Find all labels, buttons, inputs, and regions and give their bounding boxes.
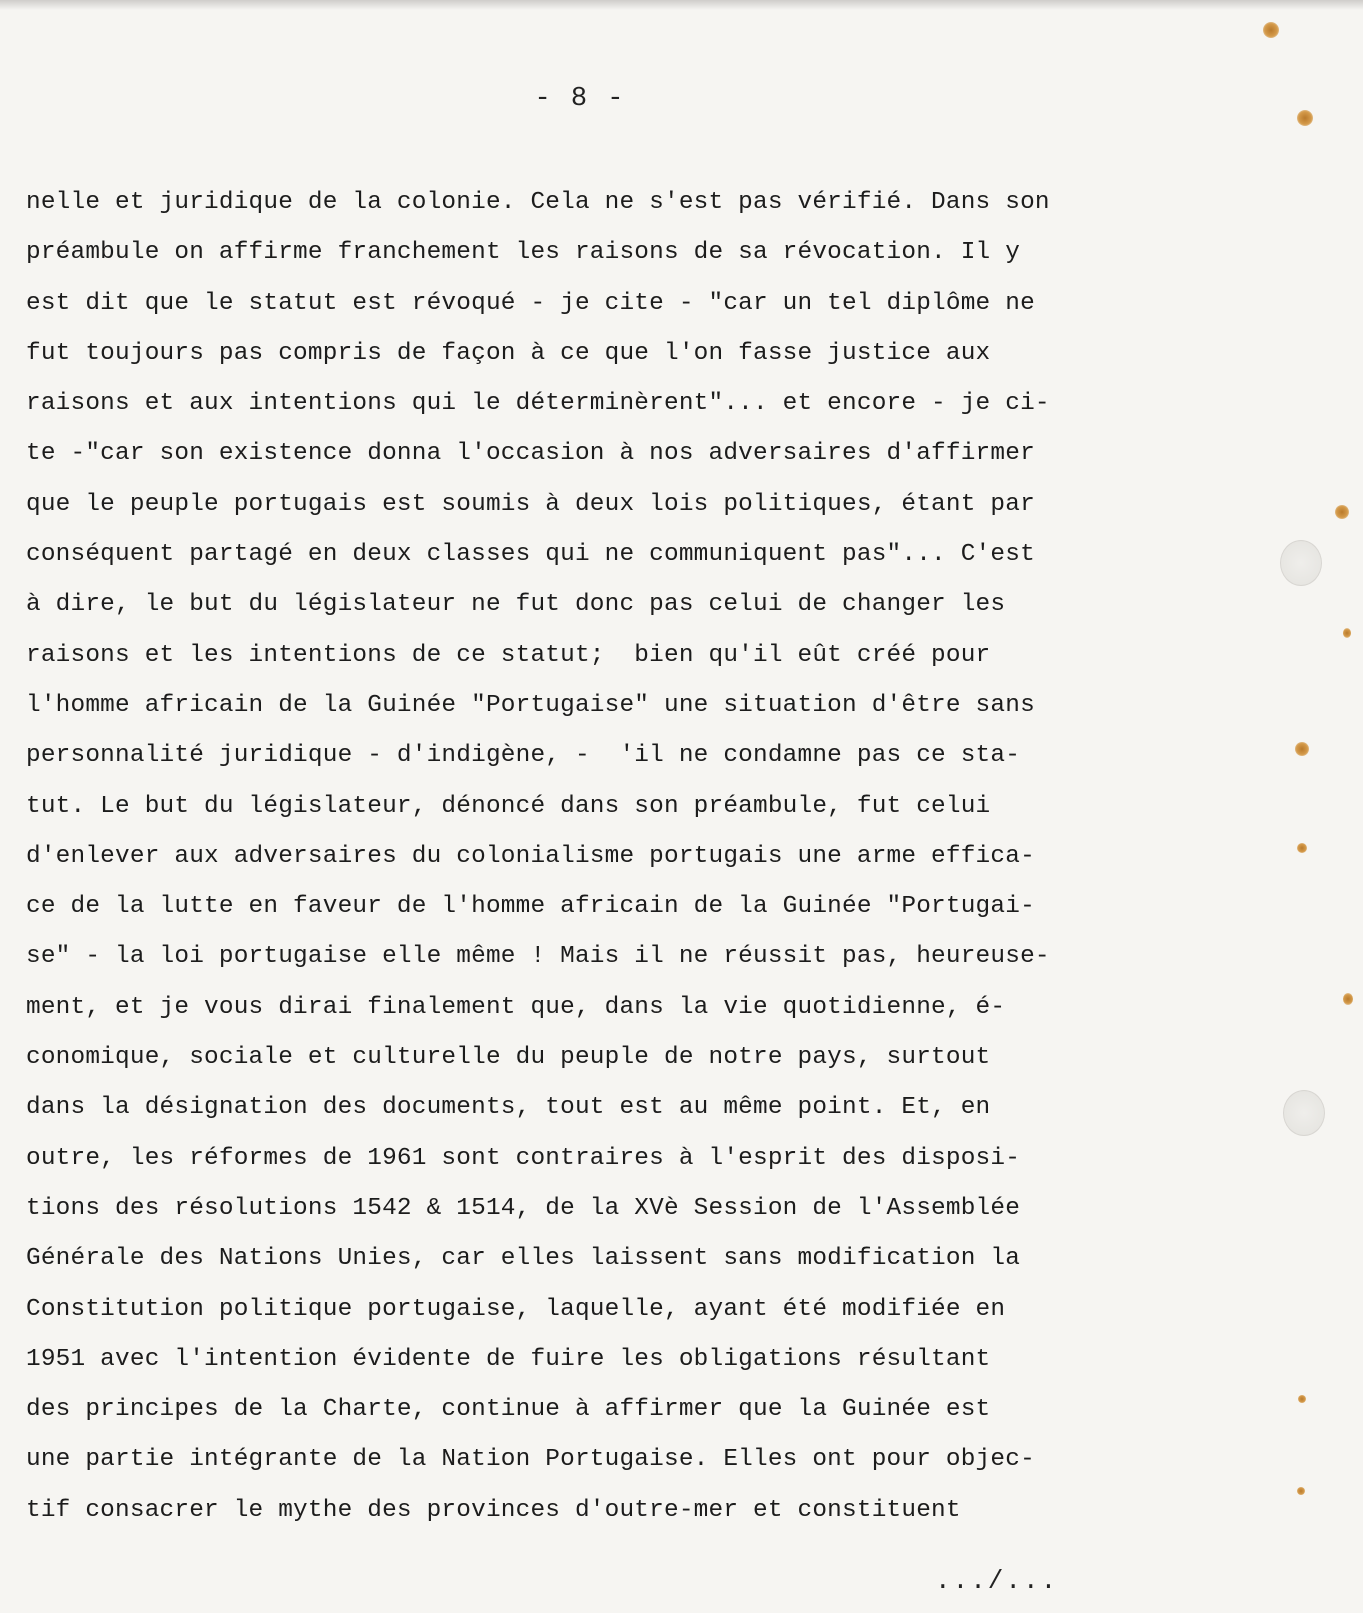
rust-spot [1298,1395,1306,1403]
text-line: Générale des Nations Unies, car elles laissent sans modification la [26,1245,1021,1273]
page-number: - 8 - [534,84,626,114]
text-line: personnalité juridique - d'indigène, - 'il ne condamne pas ce sta- [26,742,1021,770]
rust-spot [1335,505,1349,519]
punch-hole [1280,540,1322,586]
text-line: conomique, sociale et culturelle du peuple de notre pays, surtout [26,1044,991,1072]
text-line: se" - la loi portugaise elle même ! Mais il ne réussit pas, heureuse- [26,943,1050,971]
text-line: ce de la lutte en faveur de l'homme africain de la Guinée "Portugai- [26,893,1035,921]
text-line: te -"car son existence donna l'occasion à nos adversaires d'affirmer [26,440,1035,468]
text-line: raisons et aux intentions qui le déterminèrent"... et encore - je ci- [26,390,1050,418]
text-line: des principes de la Charte, continue à affirmer que la Guinée est [26,1396,991,1424]
text-line: une partie intégrante de la Nation Portugaise. Elles ont pour objec- [26,1446,1035,1474]
text-line: à dire, le but du législateur ne fut donc pas celui de changer les [26,591,1006,619]
text-line: nelle et juridique de la colonie. Cela ne s'est pas vérifié. Dans son [26,189,1050,216]
text-line: ment, et je vous dirai finalement que, dans la vie quotidienne, é- [26,993,1006,1021]
text-line: que le peuple portugais est soumis à deux lois politiques, étant par [26,490,1035,518]
text-line: fut toujours pas compris de façon à ce que l'on fasse justice aux [26,339,991,367]
text-line: outre, les réformes de 1961 sont contraires à l'esprit des disposi- [26,1144,1021,1172]
text-line: tif consacrer le mythe des provinces d'outre-mer et constituent [26,1496,961,1524]
text-line: tut. Le but du législateur, dénoncé dans son préambule, fut celui [26,792,991,820]
text-line: conséquent partagé en deux classes qui ne communiquent pas"... C'est [26,541,1035,569]
body-text [26,178,1276,1536]
text-line: 1951 avec l'intention évidente de fuire les obligations résultant [26,1345,991,1373]
text-line: tions des résolutions 1542 & 1514, de la XVè Session de l'Assemblée [26,1194,1021,1222]
text-line: l'homme africain de la Guinée "Portugaise" une situation d'être sans [26,691,1035,719]
rust-spot [1297,1487,1305,1495]
rust-spot [1297,110,1313,126]
text-line: Constitution politique portugaise, laquelle, ayant été modifiée en [26,1295,1006,1323]
rust-spot [1295,742,1309,756]
text-line: d'enlever aux adversaires du colonialisme portugais une arme effica- [26,842,1035,870]
rust-spot [1263,22,1279,38]
continuation-mark: .../... [935,1566,1059,1596]
rust-spot [1343,628,1351,638]
text-line: dans la désignation des documents, tout est au même point. Et, en [26,1094,991,1122]
rust-spot [1343,993,1353,1005]
page-top-edge [0,0,1363,10]
punch-hole [1283,1090,1325,1136]
rust-spot [1297,843,1307,853]
text-line: raisons et les intentions de ce statut; bien qu'il eût créé pour [26,641,991,669]
text-line: préambule on affirme franchement les raisons de sa révocation. Il y [26,239,1021,267]
text-line: est dit que le statut est révoqué - je cite - "car un tel diplôme ne [26,289,1035,317]
